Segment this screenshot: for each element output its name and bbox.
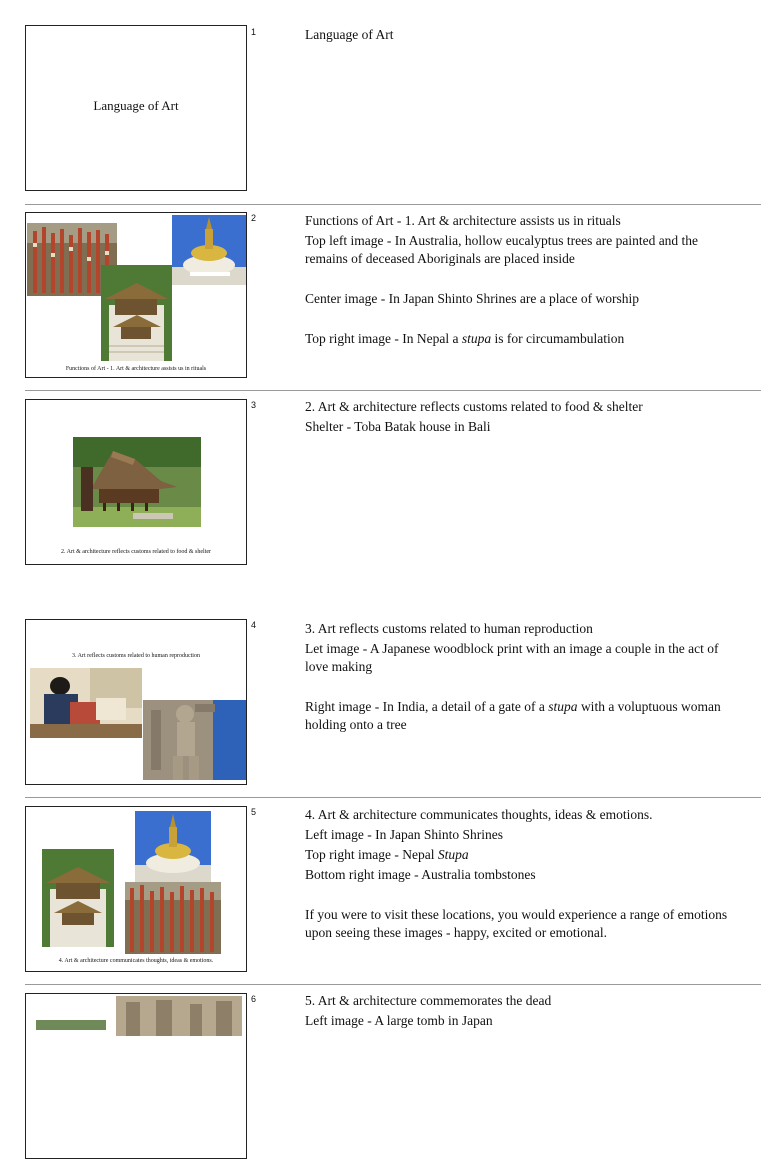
separator [25, 984, 761, 985]
slide-thumbnail-5[interactable] [25, 806, 247, 972]
slide-notes-6 [305, 992, 735, 1032]
separator [25, 204, 761, 205]
note-line: 2. Art & architecture reflects customs related to food & shelter [305, 399, 643, 414]
slide-number: 6 [251, 994, 257, 1004]
slide-notes-4 [305, 620, 735, 736]
slide-caption: 2. Art & architecture reflects customs related to food & shelter [60, 549, 212, 555]
slide-number: 4 [251, 620, 257, 630]
slide-title: Language of Art [93, 98, 179, 113]
note-line: Top right image - In Nepal a stupa is for circumambulation [305, 331, 625, 346]
note-line: Top right image - Nepal Stupa [305, 847, 469, 862]
slide-notes-1 [305, 26, 735, 46]
note-line: 3. Art reflects customs related to human reproduction [305, 621, 593, 636]
stupa-gate-sculpture-image [143, 700, 246, 780]
slide-number: 1 [251, 27, 257, 37]
note-line: 4. Art & architecture communicates thoughts, ideas & emotions. [305, 807, 653, 822]
note-line: Center image - In Japan Shinto Shrines are a place of worship [305, 291, 640, 306]
nepal-stupa-image [172, 215, 247, 285]
stone-relief-image [116, 996, 242, 1036]
slide-notes-2 [305, 212, 735, 350]
shinto-shrine-image [101, 265, 172, 361]
japan-tomb-image [36, 1020, 106, 1030]
slide-thumbnail-6[interactable] [25, 993, 247, 1159]
note-line: Top left image - In Australia, hollow eucalyptus trees are painted and the remains of deceased Aboriginals are placed inside [305, 233, 699, 266]
separator [25, 390, 761, 391]
slide-caption: 4. Art & architecture communicates thoughts, ideas & emotions. [58, 958, 214, 964]
note-line: Functions of Art - 1. Art & architecture assists us in rituals [305, 213, 621, 228]
slide-caption: 3. Art reflects customs related to human reproduction [72, 653, 200, 659]
slide-number: 3 [251, 400, 257, 410]
toba-batak-house-image [73, 437, 201, 527]
shinto-shrine-image [42, 849, 114, 947]
note-line: Bottom right image - Australia tombstones [305, 867, 536, 882]
note-line: Language of Art [305, 27, 394, 42]
note-line: Shelter - Toba Batak house in Bali [305, 419, 491, 434]
japanese-woodblock-print-image [30, 668, 142, 738]
slide-notes-3 [305, 398, 735, 438]
slide-number: 2 [251, 213, 257, 223]
note-line: 5. Art & architecture commemorates the dead [305, 993, 552, 1008]
slide-thumbnail-2[interactable] [25, 212, 247, 378]
slide-thumbnail-1[interactable] [25, 25, 247, 191]
note-line: If you were to visit these locations, you would experience a range of emotions upon seeing these images - happy, excited or emotional. [305, 907, 728, 940]
slide-notes-5 [305, 806, 735, 944]
slide-caption: Functions of Art - 1. Art & architecture assists us in rituals [65, 366, 207, 372]
note-line: Right image - In India, a detail of a gate of a stupa with a voluptuous woman holding onto a tree [305, 699, 721, 732]
note-line: Left image - A large tomb in Japan [305, 1013, 493, 1028]
nepal-stupa-image [135, 811, 211, 883]
separator [25, 797, 761, 798]
australia-tombstones-image [125, 882, 221, 954]
slide-thumbnail-4[interactable] [25, 619, 247, 785]
note-line: Let image - A Japanese woodblock print with an image a couple in the act of love making [305, 641, 719, 674]
slide-number: 5 [251, 807, 257, 817]
slide-thumbnail-3[interactable] [25, 399, 247, 565]
note-line: Left image - In Japan Shinto Shrines [305, 827, 503, 842]
